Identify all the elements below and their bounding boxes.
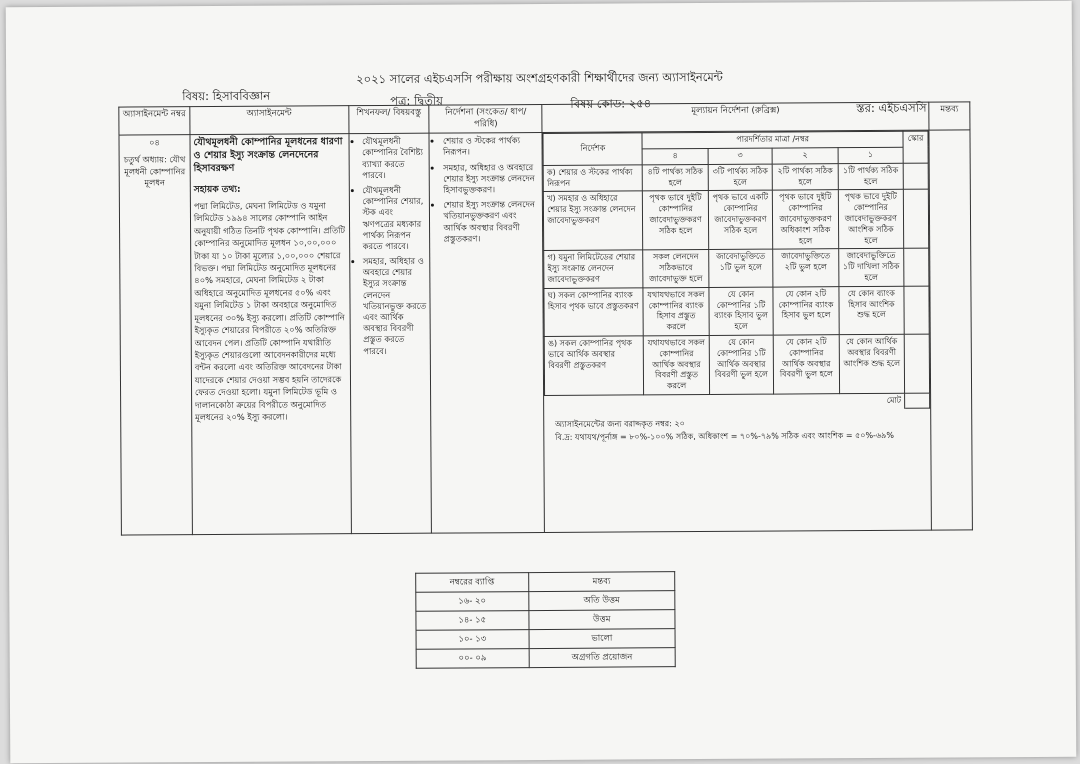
rubric-cell-text: পৃথক ভাবে দুইটি কোম্পানির জাবেদাভুক্তকরণ অধিকাংশ সঠিক হলে bbox=[773, 190, 839, 249]
rubric-level: ৪ bbox=[642, 148, 708, 164]
grading-range: ১০- ১৩ bbox=[416, 630, 529, 650]
col-outcome: শিখনফল/ বিষয়বস্তু bbox=[348, 105, 429, 134]
document-page bbox=[6, 1, 1077, 763]
rubric-score-cell bbox=[903, 163, 928, 190]
rubric-score-cell bbox=[904, 286, 929, 334]
remarks-cell bbox=[929, 130, 972, 530]
rubric-criteria-header: নির্দেশক bbox=[543, 133, 642, 165]
rubric-criterion: গ) যমুনা লিমিটেডের শেয়ার ইস্যু সংক্রান্ত লেনদেন জাবেদাভুক্তকরণ bbox=[544, 250, 643, 288]
guidance-item: • শেয়ার ইস্যু সংক্রান্ত লেনদেন খতিয়ানভুক্তকরণ এবং আর্থিক অবস্থার বিবরণী প্রস্তুতকরণ। bbox=[443, 199, 539, 244]
rubric-cell-text: পৃথক ভাবে দুইটি কোম্পানির জাবেদাভুক্তকরণ সঠিক হলে bbox=[643, 191, 709, 250]
rubric-cell-text: যে কোন আর্থিক অবস্থার বিবরণী আংশিক শুদ্ধ হলে bbox=[839, 334, 905, 393]
rubric-cell-text: ১টি পার্থক্য সঠিক হলে bbox=[838, 163, 904, 190]
info-label: সহায়ক তথ্য: bbox=[193, 184, 241, 195]
rubric-row bbox=[545, 334, 930, 395]
col-assignment-no: অ্যাসাইনমেন্ট নম্বর bbox=[119, 107, 190, 136]
grading-range: ১৬- ২০ bbox=[416, 592, 529, 612]
grading-header-range: নম্বরের ব্যাপ্তি bbox=[416, 573, 529, 593]
outcome-item: • সমহার, অধিহার ও অবহারে শেয়ার ইস্যুর সংক্রান্ত লেনদেন খতিয়ানভুক্ত করতে এবং আর্থিক অবস্থার বিবরণী প্রস্তুত করতে পারবে। bbox=[363, 256, 428, 357]
allotted-marks-note: অ্যাসাইনমেন্টের জন্য বরাদ্দকৃত নম্বর: ২০ bbox=[555, 419, 685, 430]
rubric-cell-text: যে কোন ২টি কোম্পানির আর্থিক অবস্থার বিবরণী ভুল হলে bbox=[773, 335, 839, 394]
rubric-cell-text: যে কোন কোম্পানির ১টি ব্যাংক হিসাব ভুল হলে bbox=[709, 287, 774, 336]
grading-range: ১৪- ১৫ bbox=[416, 611, 529, 631]
rubric-cell bbox=[542, 130, 931, 532]
level-label: স্তর: এইচএসসি bbox=[856, 100, 927, 116]
col-remarks: মন্তব্য bbox=[929, 102, 970, 130]
grading-row bbox=[416, 610, 675, 631]
nb-note: বি.দ্র: যথাযথ/পূর্নাঙ্গ = ৮০%-১০০% সঠিক, অধিকাংশ = ৭০%-৭৯% সঠিক এবং আংশিক = ৫০%-৬৯% bbox=[555, 430, 894, 442]
subject-label: বিষয়: হিসাববিজ্ঞান bbox=[182, 88, 271, 104]
col-assignment: অ্যাসাইনমেন্ট bbox=[190, 106, 349, 135]
rubric-cell-text: যে কোন ২টি কোম্পানির ব্যাংক হিসাব ভুল হলে bbox=[773, 286, 839, 335]
rubric-total-label: মোট bbox=[545, 393, 905, 410]
grading-remark: ভালো bbox=[529, 629, 676, 649]
rubric-row bbox=[544, 248, 929, 288]
rubric-cell-text: ৪টি পার্থক্য সঠিক হলে bbox=[642, 164, 708, 191]
rubric-levels-header: পারদর্শিতার মাত্রা /নম্বর bbox=[642, 131, 903, 148]
assignment-cell bbox=[190, 134, 351, 535]
rubric-level: ২ bbox=[772, 148, 838, 164]
rubric-row bbox=[543, 163, 928, 192]
rubric-level: ৩ bbox=[708, 148, 772, 164]
grading-remark: উত্তম bbox=[528, 610, 675, 630]
grading-row bbox=[416, 648, 675, 669]
outcome-item: • যৌথমূলধনী কোম্পানির বৈশিষ্ট্য ব্যাখ্যা করতে পারবে। bbox=[362, 136, 426, 181]
rubric-cell-text: সকল লেনদেন সঠিকভাবে জাবেদাভুক্ত হলে bbox=[643, 250, 709, 288]
rubric-table bbox=[543, 131, 931, 453]
rubric-cell-text: ৩টি পার্থক্য সঠিক হলে bbox=[708, 164, 773, 191]
assignment-title: যৌথমূলধনী কোম্পানির মূলধনের ধারণা ও শেয়ার ইস্যু সংক্রান্ত লেনদেনের হিসাবরক্ষণ bbox=[193, 136, 343, 174]
assignment-table bbox=[118, 101, 973, 535]
outcome-item: • যৌথমূলধনী কোম্পানির শেয়ার, স্টক এবং ঋণপত্রের মধ্যকার পার্থক্য নিরূপন করতে পারবে। bbox=[362, 185, 426, 253]
guidance-item: • শেয়ার ও স্টকের পার্থক্য নিরূপন। bbox=[443, 135, 539, 158]
rubric-cell-text: জাবেদাভুক্তিতে ২টি ভুল হলে bbox=[773, 249, 839, 287]
rubric-criterion: ঙ) সকল কোম্পানির পৃথক ভাবে আর্থিক অবস্থার বিবরণী প্রস্তুতকরণ bbox=[545, 336, 644, 396]
rubric-cell-text: যথাযথভাবে সকল কোম্পানির ব্যাংক হিসাব প্রস্তুত করলে bbox=[643, 287, 709, 336]
rubric-cell-text: যথাযথভাবে সকল কোম্পানির আর্থিক অবস্থার বিবরণী প্রস্তুত করলে bbox=[644, 335, 710, 394]
rubric-score-cell bbox=[904, 248, 929, 286]
guidance-cell bbox=[429, 133, 544, 534]
rubric-score-header: স্কোর bbox=[903, 131, 928, 163]
subject-code-label: বিষয় কোড: ২৫৪ bbox=[570, 96, 652, 111]
rubric-cell-text: ২টি পার্থক্য সঠিক হলে bbox=[772, 163, 838, 190]
info-text: পদ্মা লিমিটেড, মেঘনা লিমিটেড ও যমুনা লিমিটেড ১৯৯৪ সালের কোম্পানি আইন অনুযায়ী গঠিত তিনটি পৃথক কোম্পানি। প্রতিটি কোম্পানির অনুমোদিত মূলধন ১০,০০,০০০ টাকা যা ১০ টাকা মূল্যের ১,০০,০০০ শেয়ারে বিভক্ত। পদ্মা লিমিটেড অনুমোদিত মূলধনের ৪০% সমহারে, মেঘনা লিমিটেড ২ টাকা অধিহারে অনুমোদিত মূলধনের ৫০% এবং যমুনা লিমিটেড ১ টাকা অবহারে অনুমোদিত মূলধনের ৩০% ইস্যু করলো। প্রতিটি কোম্পানি ইস্যুকৃত শেয়ারের বিপরীতে ২০% অতিরিক্ত আবেদন পেল। প্রতিটি কোম্পানি যথারীতি ইস্যুকৃত শেয়ারগুলো আবেদনকারীদের মধ্যে বন্টন করলো এবং অতিরিক্ত আবেদনের টাকা যাদেরকে শেয়ার দেওয়া সম্ভব হয়নি তাদেরকে ফেরত দেওয়া হলো। যমুনা লিমিটেড ভূমি ও দালানকোঠা ক্রয়ের বিপরীতে অনুমোদিত মূলধনের ২০% ইস্যু করলো। bbox=[193, 200, 346, 423]
guidance-item: • সমহার, অধিহার ও অবহারে শেয়ার ইস্যু সংক্রান্ত লেনদেন হিসাবভুক্তকরণ। bbox=[443, 162, 539, 196]
col-evaluation: মূল্যায়ন নির্দেশনা (রুব্রিক্স) bbox=[542, 102, 929, 133]
chapter-label: চতুর্থ অধ্যায়: যৌথ মূলধনী কোম্পানির মূলধন bbox=[123, 154, 186, 188]
rubric-total-score bbox=[905, 393, 930, 408]
assignment-number-cell bbox=[119, 135, 192, 535]
paper-label: পত্র: দ্বিতীয় bbox=[390, 93, 443, 108]
rubric-notes bbox=[545, 408, 930, 452]
rubric-cell-text: যে কোন কোম্পানির ১টি আর্থিক অবস্থার বিবরণী ভুল হলে bbox=[709, 335, 774, 394]
rubric-row bbox=[544, 190, 929, 251]
col-guidance: নির্দেশনা (সংকেত/ ধাপ/ পরিধি) bbox=[429, 104, 542, 133]
rubric-score-cell bbox=[904, 334, 929, 393]
grading-header-remark: মন্তব্য bbox=[528, 572, 675, 592]
grading-remark: অগ্রগতি প্রয়োজন bbox=[529, 648, 676, 668]
rubric-cell-text: জাবেদাভুক্তিতে ১টি ভুল হলে bbox=[708, 249, 773, 287]
rubric-criterion: খ) সমহার ও অধিহারে শেয়ার ইস্যু সংক্রান্ত লেনদেন জাবেদাভুক্তকরণ bbox=[544, 191, 643, 251]
grading-table bbox=[415, 571, 676, 669]
rubric-cell-text: পৃথক ভাবে একটি কোম্পানির জাবেদাভুক্তকরণ সঠিক হলে bbox=[708, 190, 773, 249]
grading-remark: অতি উত্তম bbox=[528, 591, 675, 611]
grading-range: ০০- ০৯ bbox=[416, 649, 529, 669]
rubric-cell-text: জাবেদাভুক্তিতে ১টি দাখিলা সঠিক হলে bbox=[838, 249, 904, 287]
grading-row bbox=[416, 629, 675, 650]
rubric-criterion: ঘ) সকল কোম্পানির ব্যাংক হিসাব পৃথক ভাবে প্রস্তুতকরণ bbox=[544, 288, 643, 337]
rubric-cell-text: পৃথক ভাবে দুইটি কোম্পানির জাবেদাভুক্তকরণ আংশিক সঠিক হলে bbox=[838, 190, 904, 249]
document-title: ২০২১ সালের এইচএসসি পরীক্ষায় অংশগ্রহণকারী শিক্ষার্থীদের জন্য অ্যাসাইনমেন্ট bbox=[356, 69, 723, 87]
grading-row bbox=[416, 591, 675, 612]
rubric-level: ১ bbox=[838, 147, 903, 163]
rubric-score-cell bbox=[903, 190, 928, 249]
rubric-criterion: ক) শেয়ার ও স্টকের পার্থক্য নিরূপন bbox=[543, 165, 642, 192]
rubric-cell-text: যে কোন ব্যাংক হিসাব আংশিক শুদ্ধ হলে bbox=[839, 286, 905, 335]
rubric-row bbox=[544, 286, 929, 337]
outcome-cell bbox=[349, 133, 432, 533]
assignment-number: ০৪ bbox=[149, 137, 160, 148]
